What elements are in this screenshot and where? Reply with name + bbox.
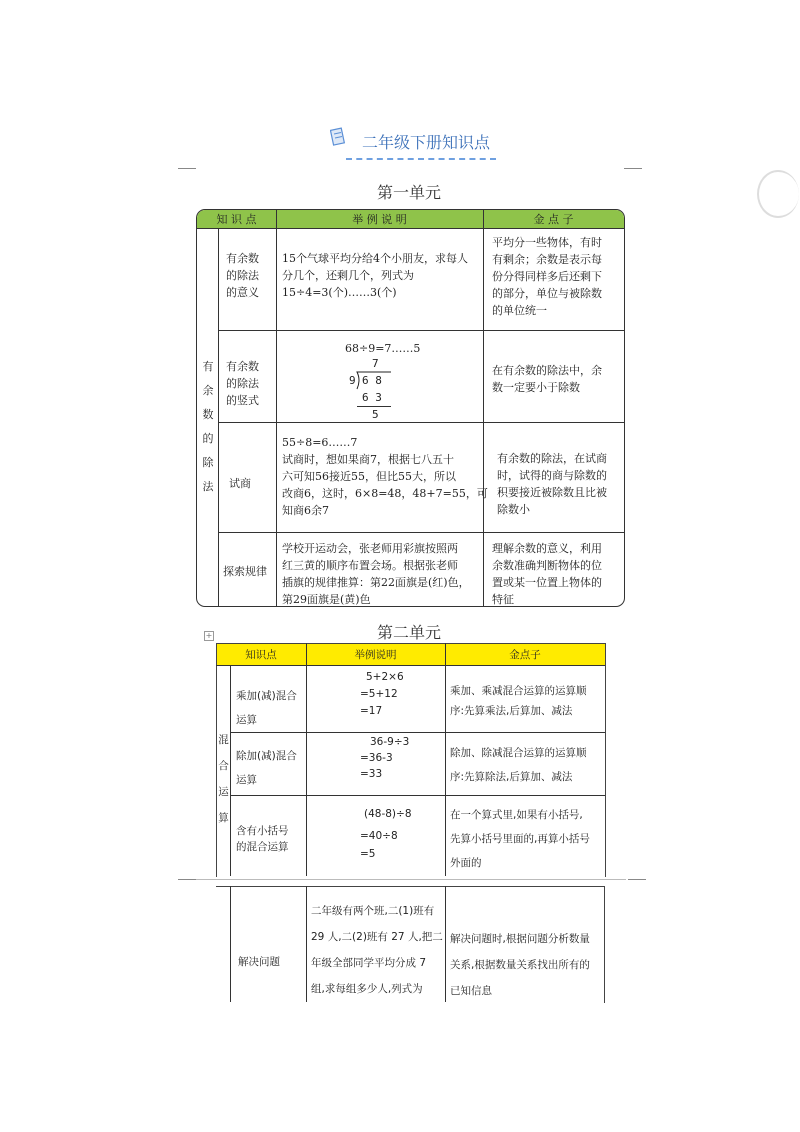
long-division-quotient: 7 bbox=[372, 357, 379, 370]
unit2-row1-example: 5+2×6 =5+12 =17 bbox=[360, 671, 404, 717]
unit2-group-label: 混 合 运 算 bbox=[218, 734, 229, 824]
page-title: 二年级下册知识点 bbox=[362, 133, 491, 152]
unit1-row3-topic: 试商 bbox=[229, 477, 251, 490]
unit1-table bbox=[196, 209, 625, 607]
long-division-dividend: 6 8 bbox=[362, 374, 382, 387]
unit1-row1-topic: 有余数 的除法 的意义 bbox=[226, 252, 259, 299]
unit1-header-example: 举 例 说 明 bbox=[352, 213, 407, 226]
unit2-table bbox=[216, 643, 605, 876]
page-break-mark-left bbox=[178, 879, 196, 880]
unit2-row1-topic: 乘加(减)混合 运算 bbox=[236, 690, 297, 726]
table-anchor-icon[interactable]: + bbox=[205, 631, 213, 640]
long-division-remainder: 5 bbox=[372, 408, 379, 421]
page-break-mark-right bbox=[628, 879, 646, 880]
unit1-row3-example: 55÷8=6……7 试商时，想如果商7，根据七八五十 六可知56接近55，但比55大，所以 改商6，这时，6×8=48，48+7=55，可 知商6余7 bbox=[282, 436, 488, 517]
unit2-row2-topic: 除加(减)混合 运算 bbox=[236, 750, 297, 786]
unit2-row1-tip: 乘加、乘减混合运算的运算顺 序:先算乘法,后算加、减法 bbox=[450, 685, 587, 717]
unit1-group-label: 有 余 数 的 除 法 bbox=[202, 360, 214, 493]
unit1-row1-tip: 平均分一些物体，有时 有剩余；余数是表示每 份分得同样多后还剩下 的部分，单位与被除数 的单位统一 bbox=[492, 236, 602, 317]
unit1-header-row bbox=[197, 210, 624, 229]
unit1-row2-tip: 在有余数的除法中，余 数一定要小于除数 bbox=[492, 364, 602, 394]
title-underline bbox=[346, 158, 496, 160]
unit1-row1-example: 15个气球平均分给4个小朋友，求每人 分几个，还剩几个，列式为 15÷4=3(个)……3(个) bbox=[282, 252, 468, 299]
unit1-row4-tip: 理解余数的意义，利用 余数准确判断物体的位 置或某一位置上物体的 特征 bbox=[492, 542, 602, 606]
margin-mark-right bbox=[624, 168, 642, 169]
long-division-divisor: 9 bbox=[349, 374, 356, 387]
unit2-row4-tip: 解决问题时,根据问题分析数量 关系,根据数量关系找出所有的 已知信息 bbox=[450, 933, 590, 997]
margin-mark-left bbox=[178, 168, 196, 169]
long-division-product: 6 3 bbox=[362, 391, 382, 404]
page-break bbox=[196, 879, 626, 880]
unit2-table-continued bbox=[216, 886, 605, 1002]
unit1-header-topic: 知 识 点 bbox=[216, 213, 257, 226]
unit2-row2-tip: 除加、除减混合运算的运算顺 序:先算除法,后算加、减法 bbox=[450, 747, 587, 783]
unit1-row4-example: 学校开运动会，张老师用彩旗按照两 红三黄的顺序布置会场。根据张老师 插旗的规律推算：第22面旗是(红)色， 第29面旗是(黄)色 bbox=[282, 542, 470, 606]
unit1-row2-equation: 68÷9=7……5 bbox=[345, 342, 421, 355]
unit2-row4-topic: 解决问题 bbox=[238, 956, 280, 968]
scroll-edge bbox=[757, 170, 799, 218]
unit2-row4-example: 二年级有两个班,二(1)班有 29 人,二(2)班有 27 人,把二 年级全部同学平均分成 7 组,求每组多少人,列式为 bbox=[311, 905, 443, 995]
document-icon bbox=[330, 126, 346, 148]
unit2-title: 第二单元 bbox=[377, 623, 442, 642]
unit2-row2-example: 36-9÷3 =36-3 =33 bbox=[360, 736, 410, 780]
unit2-header-topic: 知识点 bbox=[245, 649, 277, 661]
unit1-row2-topic: 有余数 的除法 的竖式 bbox=[226, 360, 259, 407]
unit1-title: 第一单元 bbox=[377, 183, 442, 202]
unit2-header-tip: 金点子 bbox=[509, 649, 541, 661]
unit1-row4-topic: 探索规律 bbox=[223, 565, 267, 578]
unit2-row3-topic: 含有小括号 的混合运算 bbox=[236, 825, 289, 853]
unit1-row3-tip: 有余数的除法，在试商 时，试得的商与除数的 积要接近被除数且比被 除数小 bbox=[497, 452, 607, 516]
unit2-header-example: 举例说明 bbox=[354, 649, 397, 661]
unit2-row3-example: (48-8)÷8 =40÷8 =5 bbox=[360, 808, 412, 860]
unit1-header-tip: 金 点 子 bbox=[533, 213, 574, 226]
unit2-row3-tip: 在一个算式里,如果有小括号, 先算小括号里面的,再算小括号 外面的 bbox=[450, 809, 590, 869]
